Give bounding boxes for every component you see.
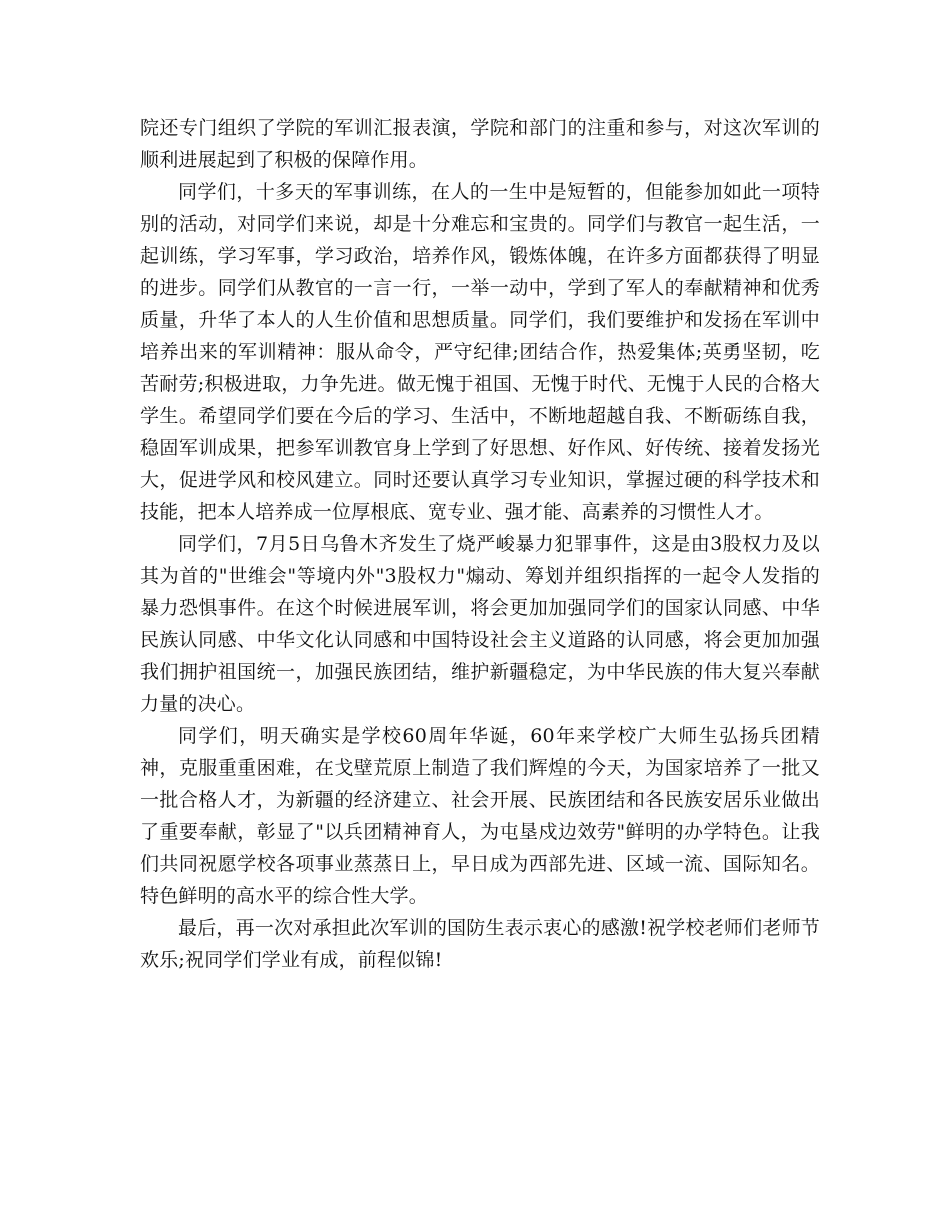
paragraph-closing-thanks: 最后，再一次对承担此次军训的国防生表示衷心的感激!祝学校老师们老师节欢乐;祝同学们学业有成，前程似锦! bbox=[140, 917, 820, 971]
paragraph-training-summary: 同学们，十多天的军事训练，在人的一生中是短暂的，但能参加如此一项特别的活动，对同学们来说，却是十分难忘和宝贵的。同学们与教官一起生活，一起训练，学习军事，学习政治，培养作风，锻炼体魄，在许多方面都获得了明显的进步。同学们从教官的一言一行，一举一动中，学到了军人的奉献精神和优秀质量，升华了本人的人生价值和思想质量。同学们，我们要维护和发扬在军训中培养出来的军训精神：服从命令，严守纪律;团结合作，热爱集体;英勇坚韧，吃苦耐劳;积极进取，力争先进。做无愧于祖国、无愧于时代、无愧于人民的合格大学生。希望同学们要在今后的学习、生活中，不断地超越自我、不断砺练自我，稳固军训成果，把参军训教官身上学到了好思想、好作风、好传统、接着发扬光大，促进学风和校风建立。同时还要认真学习专业知识，掌握过硬的科学技术和技能，把本人培养成一位厚根底、宽专业、强才能、高素养的习惯性人才。 bbox=[140, 181, 820, 523]
paragraph-urumqi-event: 同学们，7月5日乌鲁木齐发生了烧严峻暴力犯罪事件，这是由3股权力及以其为首的"世维会"等境内外"3股权力"煽动、筹划并组织指挥的一起令人发指的暴力恐惧事件。在这个时候进展军训，将会更加加强同学们的国家认同感、中华民族认同感、中华文化认同感和中国特设社会主义道路的认同感，将会更加加强我们拥护祖国统一，加强民族团结，维护新疆稳定，为中华民族的伟大复兴奉献力量的决心。 bbox=[140, 533, 820, 715]
paragraph-school-anniversary: 同学们，明天确实是学校60周年华诞，60年来学校广大师生弘扬兵团精神，克服重重困难，在戈壁荒原上制造了我们辉煌的今天，为国家培养了一批又一批合格人才，为新疆的经济建立、社会开展、民族团结和各民族安居乐业做出了重要奉献，彰显了"以兵团精神育人，为屯垦戍边效劳"鲜明的办学特色。让我们共同祝愿学校各项事业蒸蒸日上，早日成为西部先进、区域一流、国际知名。特色鲜明的高水平的综合性大学。 bbox=[140, 725, 820, 907]
paragraph-continuation: 院还专门组织了学院的军训汇报表演，学院和部门的注重和参与，对这次军训的顺利进展起到了积极的保障作用。 bbox=[140, 117, 820, 171]
document-body bbox=[140, 112, 820, 976]
